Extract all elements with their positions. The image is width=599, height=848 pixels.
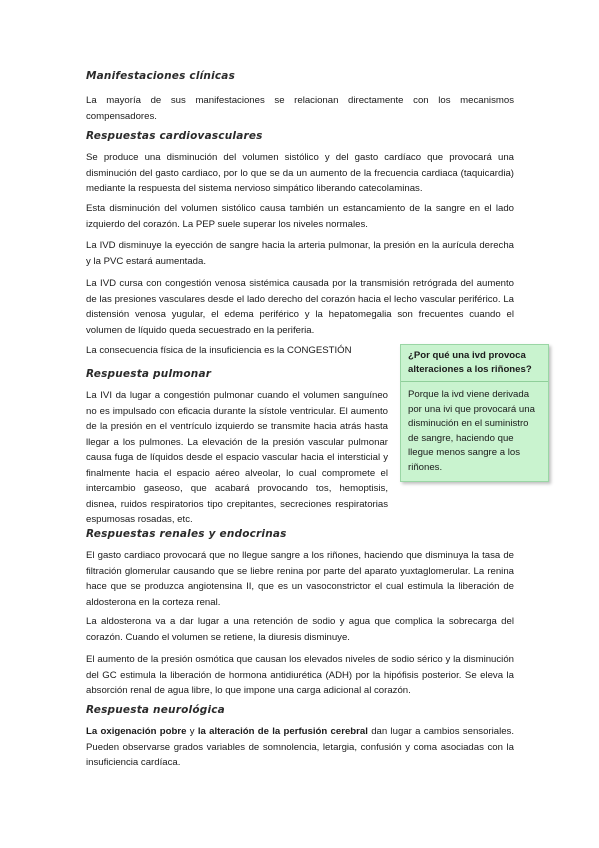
paragraph: El gasto cardiaco provocará que no llegue sangre a los riñones, haciendo que disminuya la tasa de filtración glomerular causando que se liebre renina por parte del aparato yuxtaglomerular. La renina hace que se produzca angiotensina II, que es un vasoconstrictor el cual estimula la liberación de aldosterona en la corteza renal. — [86, 550, 514, 608]
paragraph: El aumento de la presión osmótica que causan los elevados niveles de sodio sérico y la disminución del GC estimula la liberación de hormona antidiurética (ADH) por la hipófisis posterior. Se eleva la absorción renal de agua libre, lo que impone una carga adicional al corazón. — [86, 654, 514, 696]
heading-pulmonar: Respuesta pulmonar — [86, 368, 212, 380]
paragraph: La mayoría de sus manifestaciones se relacionan directamente con los mecanismos compensadores. — [86, 95, 514, 122]
paragraph: Se produce una disminución del volumen sistólico y del gasto cardíaco que provocará una disminución del gasto cardiaco, por lo que se da un aumento de la frecuencia cardiaca (taquicardia) mediante la respuesta del sistema nervioso simpático liberando catecolaminas. — [86, 152, 514, 194]
paragraph: La consecuencia física de la insuficiencia es la CONGESTIÓN — [86, 345, 352, 356]
callout-box — [400, 344, 549, 482]
paragraph: Esta disminución del volumen sistólico causa también un estancamiento de la sangre en el lado izquierdo del corazón. La PEP suele superar los niveles normales. — [86, 203, 514, 230]
heading-neurologica: Respuesta neurológica — [86, 704, 225, 716]
callout-question: ¿Por qué una ivd provoca alteraciones a los riñones? — [408, 350, 532, 375]
paragraph: La IVD disminuye la eyección de sangre hacia la arteria pulmonar, la presión en la aurícula derecha y la PVC estará aumentada. — [86, 240, 514, 267]
text-span: dan lugar a cambios sensoriales. Pueden observarse grados variables de somnolencia, letargia, confusión y coma asociadas con la insuficiencia cardíaca. — [86, 726, 514, 768]
callout-divider — [401, 381, 548, 382]
paragraph: La IVD cursa con congestión venosa sistémica causada por la transmisión retrógrada del aumento de las presiones vasculares desde el lado derecho del corazón hacia el lecho vascular periférico. La distensión venosa yugular, el edema periférico y la hepatomegalia son frecuentes cuando el volumen de líquido queda secuestrado en la periferia. — [86, 278, 514, 336]
text-span: y — [186, 726, 198, 737]
paragraph-neurologica — [86, 724, 514, 771]
heading-cardiovasculares: Respuestas cardiovasculares — [86, 130, 263, 142]
heading-renales: Respuestas renales y endocrinas — [86, 528, 287, 540]
callout-answer: Porque la ivd viene derivada por una ivi que provocará una disminución en el suministro de sangre, haciendo que llegue menos sangre a los riñones. — [408, 389, 535, 473]
bold-phrase: La oxigenación pobre — [86, 726, 187, 737]
bold-phrase: la alteración de la perfusión cerebral — [197, 726, 368, 737]
paragraph: La aldosterona va a dar lugar a una retención de sodio y agua que complica la sobrecarga del corazón. Cuando el volumen se retiene, la diuresis disminuye. — [86, 616, 514, 643]
heading-manifestaciones: Manifestaciones clínicas — [86, 70, 236, 82]
paragraph: La IVI da lugar a congestión pulmonar cuando el volumen sanguíneo no es impulsado con eficacia durante la sístole ventricular. El aumento de la presión en el ventrículo izquierdo se transmite hacia atrás hasta llegar a los pulmones. La elevación de la presión vascular pulmonar causa fuga de líquidos desde el espacio vascular hacia el intersticial y finalmente hacia el espacio aéreo alveolar, lo cual compromete el intercambio gaseoso, que acabará provocando tos, hemoptisis, disnea, ruidos respiratorios tipo crepitantes, secreciones respiratorias espumosas rosadas, etc. — [86, 390, 388, 525]
